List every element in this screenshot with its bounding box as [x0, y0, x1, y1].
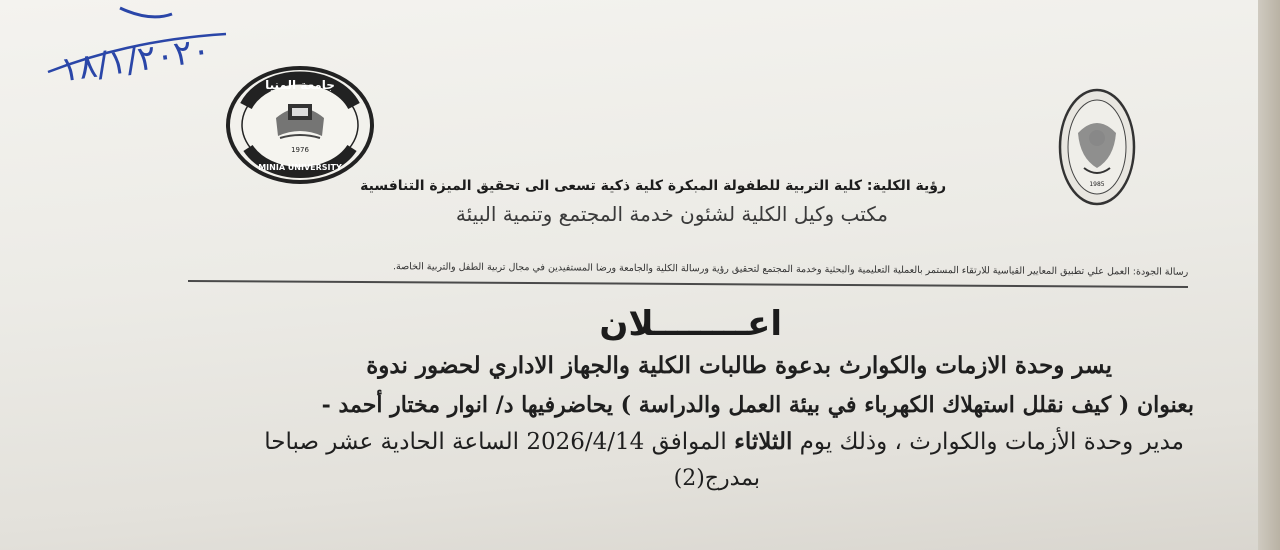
seal-year: 1985: [1089, 181, 1105, 188]
logo-arabic-name: جامعة المنيا: [265, 78, 335, 92]
announcement-venue: بمدرج(2): [673, 466, 760, 491]
line3-rest: الموافق 2026/4/14 الساعة الحادية عشر صباحا: [264, 429, 735, 455]
office-title: مكتب وكيل الكلية لشئون خدمة المجتمع وتنمية البيئة: [455, 202, 888, 226]
logo-year: 1976: [291, 146, 309, 154]
quality-mission: رسالة الجودة: العمل علي تطبيق المعايير القياسية للارتقاء المستمر بالعملية التعليمية والبحثية وخدمة المجتمع لتحقيق رؤية ورسالة الكلية والجامعة ورضا المستفيدين في مجال تربية الطفل والتربية الخاصة.: [392, 261, 1189, 278]
minia-university-logo-icon: [226, 66, 374, 184]
handwritten-date: ١٨/١/٢٠٢٠: [57, 29, 213, 91]
line3-day: الثلاثاء: [734, 428, 793, 455]
faculty-vision: رؤية الكلية: كلية التربية للطفولة المبكرة كلية ذكية تسعى الى تحقيق الميزة التنافسية: [360, 178, 946, 194]
announcement-line-1: يسر وحدة الازمات والكوارث بدعوة طالبات الكلية والجهاز الاداري لحضور ندوة: [366, 352, 1112, 379]
line3-regular: مدير وحدة الأزمات والكوارث ، وذلك يوم: [792, 429, 1184, 455]
faculty-seal-icon: [1058, 88, 1136, 206]
logo-english-name: MINIA UNIVERSITY: [258, 163, 342, 172]
announcement-line-3: [264, 428, 1184, 455]
announcement-line-2: بعنوان ( كيف نقلل استهلاك الكهرباء في بيئة العمل والدراسة ) يحاضرفيها د/ انوار مختار أحمد -: [321, 392, 1194, 418]
announcement-title: اعــــــــلان: [599, 304, 782, 344]
